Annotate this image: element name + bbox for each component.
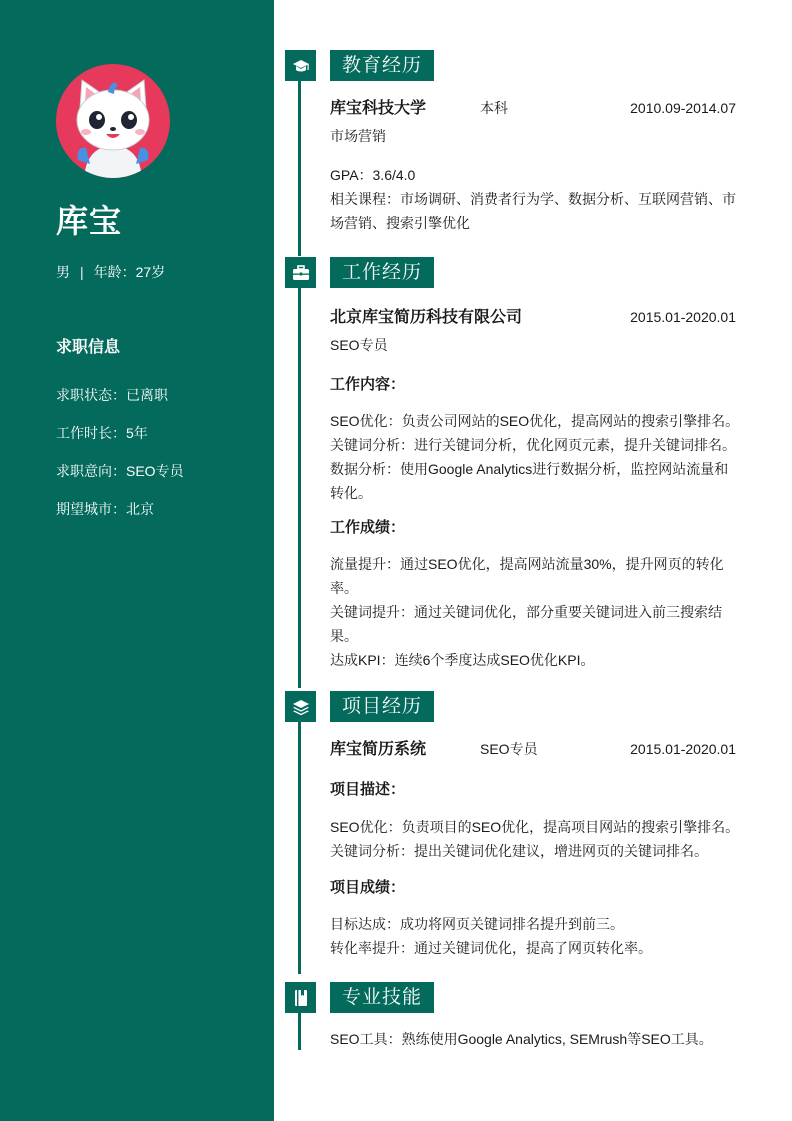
job-status: 求职状态：已离职 <box>56 387 168 403</box>
project-results-heading: 项目成绩： <box>330 879 406 896</box>
work-content-heading: 工作内容： <box>330 376 406 393</box>
section-title-project: 项目经历 <box>330 691 434 722</box>
section-title-work: 工作经历 <box>330 257 434 288</box>
section-title-skills: 专业技能 <box>330 982 434 1013</box>
work-results <box>330 552 740 672</box>
gpa: GPA：3.6/4.0 <box>330 167 416 183</box>
target-city: 期望城市：北京 <box>56 501 154 517</box>
major: 市场营销 <box>330 128 386 144</box>
courses-line: 场营销、搜索引擎优化 <box>330 215 470 231</box>
avatar <box>56 64 170 178</box>
project-desc-line: SEO优化：负责项目的SEO优化，提高项目网站的搜索引擎排名。 <box>330 819 740 835</box>
sidebar <box>0 0 274 1121</box>
graduation-cap-icon <box>285 50 316 81</box>
project-role: SEO专员 <box>480 741 538 757</box>
project-name: 库宝简历系统 <box>330 741 427 758</box>
job-intent-heading: 求职信息 <box>56 339 121 356</box>
work-content-line: SEO优化：负责公司网站的SEO优化，提高网站的搜索引擎排名。 <box>330 413 740 429</box>
gender: 男 <box>56 264 70 280</box>
timeline-line <box>298 1012 301 1050</box>
target-position: 求职意向：SEO专员 <box>56 463 184 479</box>
school-name: 库宝科技大学 <box>330 100 427 117</box>
work-result-line: 关键词提升：通过关键词优化，部分重要关键词进入前三搜索结 <box>330 604 722 620</box>
timeline-line <box>298 288 301 688</box>
work-result-line: 流量提升：通过SEO优化，提高网站流量30%，提升网页的转化 <box>330 556 724 572</box>
project-results <box>330 912 740 960</box>
work-result-line: 率。 <box>330 580 358 596</box>
work-result-line: 达成KPI：连续6个季度达成SEO优化KPI。 <box>330 652 595 668</box>
work-content-line: 数据分析：使用Google Analytics进行数据分析，监控网站流量和 <box>330 461 729 477</box>
timeline-line <box>298 722 301 974</box>
separator: | <box>80 264 84 280</box>
project-result-line: 目标达成：成功将网页关键词排名提升到前三。 <box>330 916 624 932</box>
work-period: 2015.01-2020.01 <box>630 309 736 325</box>
courses-line: 相关课程：市场调研、消费者行为学、数据分析、互联网营销、市 <box>330 191 736 207</box>
candidate-name: 库宝 <box>56 203 123 239</box>
project-desc <box>330 815 740 863</box>
work-years: 工作时长：5年 <box>56 425 148 441</box>
work-content <box>330 409 740 505</box>
section-title-education: 教育经历 <box>330 50 434 81</box>
work-content-line: 转化。 <box>330 485 372 501</box>
skills-line: SEO工具：熟练使用Google Analytics, SEMrush等SEO工具。 <box>330 1031 713 1047</box>
cat-mascot-icon <box>56 64 170 178</box>
basic-info <box>56 262 165 282</box>
work-results-heading: 工作成绩： <box>330 519 406 536</box>
related-courses <box>330 187 740 235</box>
work-content-line: 关键词分析：进行关键词分析，优化网页元素，提升关键词排名。 <box>330 437 736 453</box>
work-result-line: 果。 <box>330 628 358 644</box>
layers-icon <box>285 691 316 722</box>
age: 年龄：27岁 <box>93 264 166 280</box>
timeline-line <box>298 80 301 256</box>
project-period: 2015.01-2020.01 <box>630 741 736 757</box>
project-result-line: 转化率提升：通过关键词优化，提高了网页转化率。 <box>330 940 652 956</box>
project-desc-heading: 项目描述： <box>330 781 406 798</box>
work-position: SEO专员 <box>330 337 388 353</box>
company-name: 北京库宝简历科技有限公司 <box>330 309 523 326</box>
briefcase-icon <box>285 257 316 288</box>
degree: 本科 <box>480 100 508 116</box>
education-period: 2010.09-2014.07 <box>630 100 736 116</box>
project-desc-line: 关键词分析：提出关键词优化建议，增进网页的关键词排名。 <box>330 843 708 859</box>
book-icon <box>285 982 316 1013</box>
